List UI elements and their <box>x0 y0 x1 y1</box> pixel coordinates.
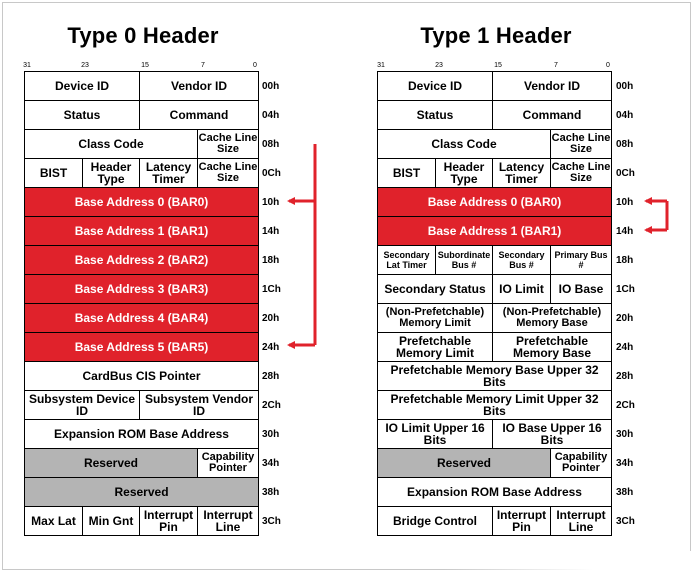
register-field: Cache Line Size <box>551 130 612 159</box>
offset-label: 20h <box>262 313 280 324</box>
register-field: Base Address 2 (BAR2) <box>25 246 259 275</box>
register-field: Device ID <box>25 72 140 101</box>
offset-label: 1Ch <box>262 284 281 295</box>
register-field: Cache Line Size <box>198 159 259 188</box>
register-field: Expansion ROM Base Address <box>25 420 259 449</box>
register-field: Reserved <box>378 449 551 478</box>
register-field: Reserved <box>25 449 198 478</box>
offset-label: 08h <box>262 139 280 150</box>
register-field: BIST <box>378 159 436 188</box>
register-field: Min Gnt <box>83 507 140 536</box>
bit-number: 0 <box>253 62 257 69</box>
offset-label: 00h <box>262 81 280 92</box>
bit-number: 23 <box>81 62 89 69</box>
bar-range-arrows <box>3 3 692 571</box>
bit-number: 31 <box>377 62 385 69</box>
register-field: Prefetchable Memory Limit <box>378 333 493 362</box>
register-field: Class Code <box>25 130 198 159</box>
register-field: Base Address 1 (BAR1) <box>25 217 259 246</box>
register-field: Secondary Lat Timer <box>378 246 436 275</box>
offset-label: 24h <box>262 342 280 353</box>
diagram-frame <box>2 2 691 570</box>
bit-number: 15 <box>494 62 502 69</box>
offset-label: 3Ch <box>616 516 635 527</box>
offset-label: 38h <box>616 487 634 498</box>
offset-label: 18h <box>616 255 634 266</box>
register-field: IO Limit Upper 16 Bits <box>378 420 493 449</box>
register-field: Prefetchable Memory Limit Upper 32 Bits <box>378 391 612 420</box>
offset-label: 08h <box>616 139 634 150</box>
offset-label: 04h <box>262 110 280 121</box>
register-field: Reserved <box>25 478 259 507</box>
register-field: (Non-Prefetchable) Memory Limit <box>378 304 493 333</box>
register-field: Cache Line Size <box>198 130 259 159</box>
register-field: IO Limit <box>493 275 551 304</box>
register-field: Subsystem Device ID <box>25 391 140 420</box>
register-field: Primary Bus # <box>551 246 612 275</box>
register-field: (Non-Prefetchable) Memory Base <box>493 304 612 333</box>
register-field: Expansion ROM Base Address <box>378 478 612 507</box>
register-field: Interrupt Line <box>551 507 612 536</box>
register-field: Command <box>140 101 259 130</box>
register-field: Max Lat <box>25 507 83 536</box>
bit-number: 7 <box>554 62 558 69</box>
type0-title: Type 0 Header <box>67 23 219 48</box>
bit-number: 23 <box>435 62 443 69</box>
register-field: Secondary Status <box>378 275 493 304</box>
register-field: IO Base Upper 16 Bits <box>493 420 612 449</box>
offset-label: 14h <box>616 226 634 237</box>
bit-number: 15 <box>141 62 149 69</box>
register-field: Bridge Control <box>378 507 493 536</box>
register-field: Interrupt Pin <box>493 507 551 536</box>
register-field: Interrupt Pin <box>140 507 198 536</box>
offset-label: 34h <box>262 458 280 469</box>
offset-label: 24h <box>616 342 634 353</box>
register-field: Class Code <box>378 130 551 159</box>
corner-fade <box>443 551 693 573</box>
offset-label: 18h <box>262 255 280 266</box>
register-field: Latency Timer <box>493 159 551 188</box>
register-field: CardBus CIS Pointer <box>25 362 259 391</box>
offset-label: 20h <box>616 313 634 324</box>
register-field: Base Address 0 (BAR0) <box>378 188 612 217</box>
register-field: Latency Timer <box>140 159 198 188</box>
offset-label: 28h <box>616 371 634 382</box>
offset-label: 34h <box>616 458 634 469</box>
register-field: Status <box>25 101 140 130</box>
register-field: Base Address 1 (BAR1) <box>378 217 612 246</box>
offset-label: 30h <box>616 429 634 440</box>
register-field: Capability Pointer <box>198 449 259 478</box>
offset-label: 00h <box>616 81 634 92</box>
register-field: Base Address 0 (BAR0) <box>25 188 259 217</box>
register-field: Prefetchable Memory Base <box>493 333 612 362</box>
register-field: Prefetchable Memory Base Upper 32 Bits <box>378 362 612 391</box>
offset-label: 10h <box>616 197 634 208</box>
type1-title: Type 1 Header <box>420 23 572 48</box>
register-field: Vendor ID <box>493 72 612 101</box>
offset-label: 0Ch <box>262 168 281 179</box>
register-field: IO Base <box>551 275 612 304</box>
offset-label: 1Ch <box>616 284 635 295</box>
register-field: Subordinate Bus # <box>436 246 493 275</box>
register-field: Command <box>493 101 612 130</box>
offset-label: 3Ch <box>262 516 281 527</box>
bit-number: 31 <box>23 62 31 69</box>
register-field: Base Address 4 (BAR4) <box>25 304 259 333</box>
offset-label: 2Ch <box>616 400 635 411</box>
register-field: Header Type <box>83 159 140 188</box>
offset-label: 28h <box>262 371 280 382</box>
register-field: BIST <box>25 159 83 188</box>
offset-label: 2Ch <box>262 400 281 411</box>
register-field: Base Address 5 (BAR5) <box>25 333 259 362</box>
register-field: Header Type <box>436 159 493 188</box>
offset-label: 38h <box>262 487 280 498</box>
bit-number: 7 <box>201 62 205 69</box>
register-field: Cache Line Size <box>551 159 612 188</box>
offset-label: 14h <box>262 226 280 237</box>
offset-label: 10h <box>262 197 280 208</box>
offset-label: 04h <box>616 110 634 121</box>
register-field: Capability Pointer <box>551 449 612 478</box>
register-field: Base Address 3 (BAR3) <box>25 275 259 304</box>
offset-label: 0Ch <box>616 168 635 179</box>
register-field: Device ID <box>378 72 493 101</box>
offset-label: 30h <box>262 429 280 440</box>
register-field: Secondary Bus # <box>493 246 551 275</box>
register-field: Subsystem Vendor ID <box>140 391 259 420</box>
register-field: Interrupt Line <box>198 507 259 536</box>
register-field: Status <box>378 101 493 130</box>
bit-number: 0 <box>606 62 610 69</box>
register-field: Vendor ID <box>140 72 259 101</box>
